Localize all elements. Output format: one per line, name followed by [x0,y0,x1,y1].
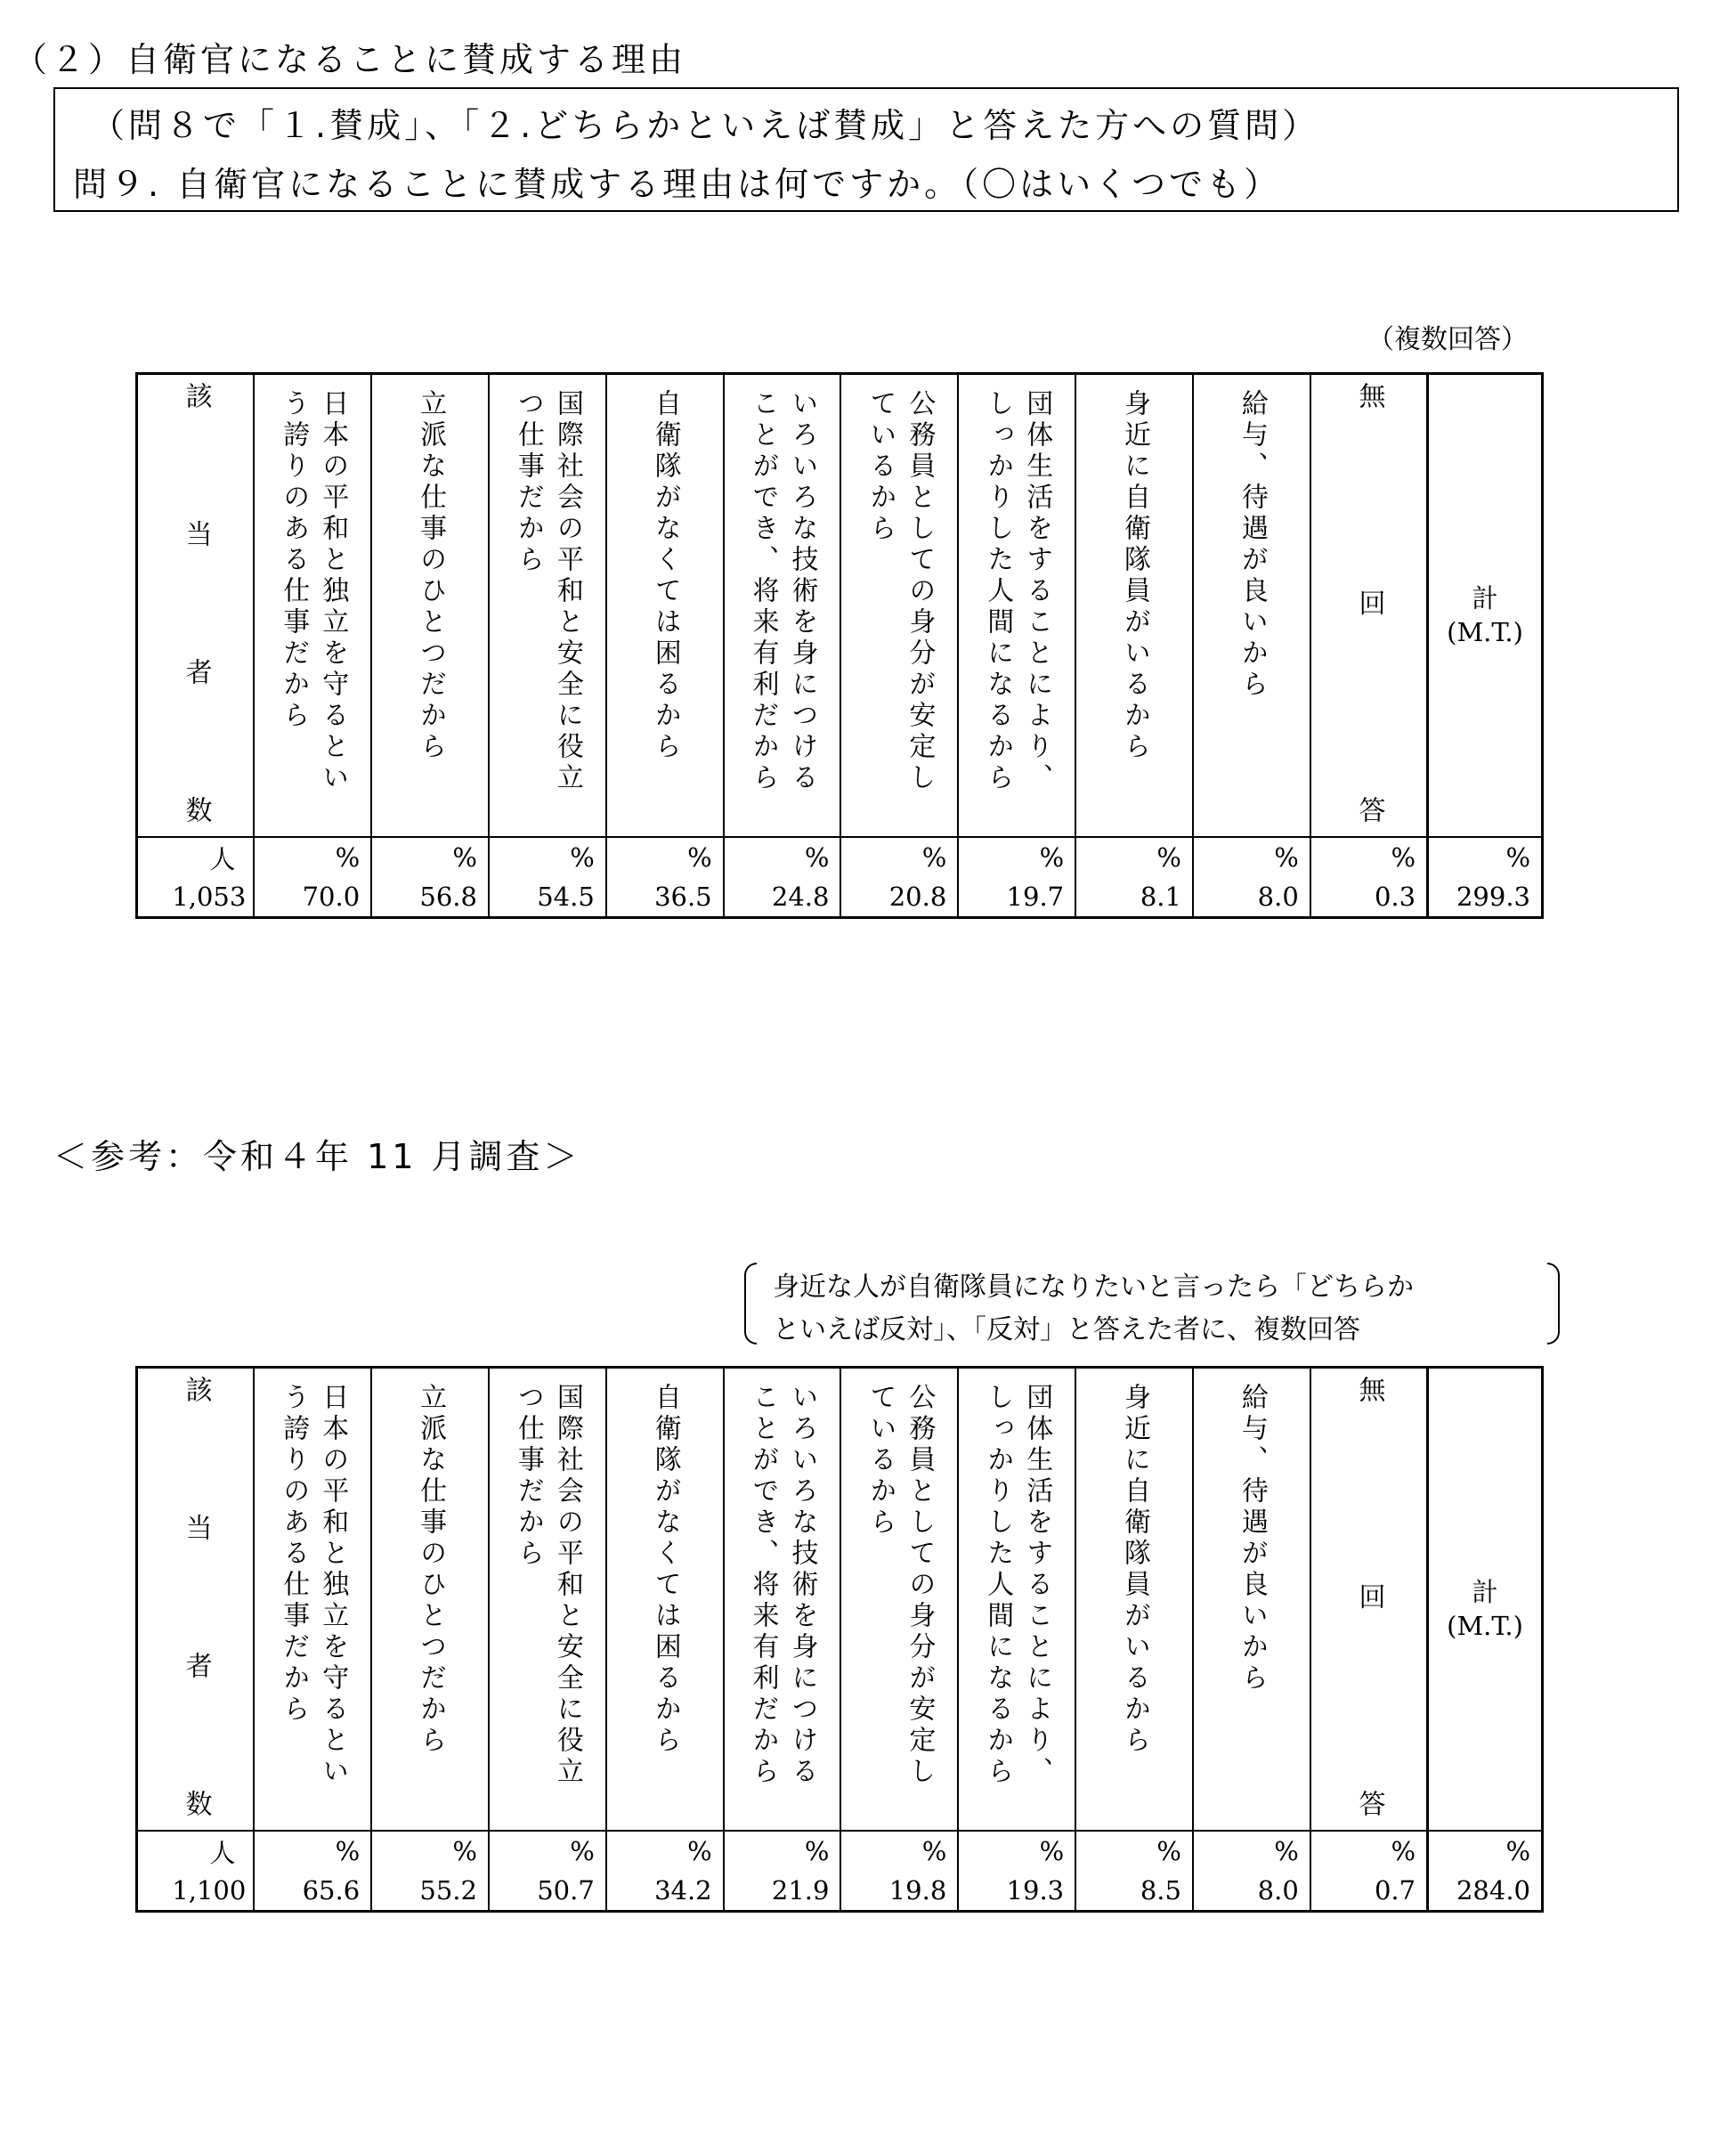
unit-percent: % [1310,1831,1428,1871]
value-row [137,1871,1543,1912]
header-cell [1075,1368,1193,1832]
header-count: 該当者数 [180,382,212,827]
header-item: 公務員としての身分が安定しているから [864,389,936,794]
unit-percent: % [840,1831,958,1871]
percent-value: 50.7 [489,1871,606,1912]
header-cell [1193,374,1310,838]
header-item: 立派な仕事のひとつだから [415,1383,447,1757]
unit-percent: % [1428,1831,1543,1871]
unit-percent: % [958,1831,1075,1871]
percent-value: 70.0 [254,877,371,918]
total-value: 284.0 [1428,1871,1543,1912]
reference-note-line2: といえば反対」、「反対」と答えた者に、複数回答 [773,1314,1360,1345]
header-cell [1193,1368,1310,1832]
unit-percent: % [371,1831,489,1871]
percent-value: 19.7 [958,877,1075,918]
percent-value: 8.5 [1075,1871,1193,1912]
header-item: 身近に自衛隊員がいるから [1119,1383,1151,1757]
question-box [53,87,1679,212]
header-cell [724,1368,841,1832]
header-row [137,1368,1543,1832]
header-cell [724,374,841,838]
unit-percent: % [606,1831,724,1871]
header-cell [489,1368,606,1832]
percent-value: 0.7 [1310,1871,1428,1912]
header-item: 自衛隊がなくては困るから [649,389,681,763]
reference-table [135,1366,1544,1913]
left-bracket [744,1263,757,1345]
percent-value: 24.8 [724,877,841,918]
percent-value: 54.5 [489,877,606,918]
percent-value: 0.3 [1310,877,1428,918]
header-cell [254,374,371,838]
header-cell [840,374,958,838]
header-cell [1075,374,1193,838]
header-cell [958,1368,1075,1832]
percent-value: 56.8 [371,877,489,918]
question-text: 問９. 自衛官になることに賛成する理由は何ですか。（〇はいくつでも） [73,165,1282,204]
unit-row [137,837,1543,877]
percent-value: 20.8 [840,877,958,918]
header-cell-total [1428,1368,1543,1832]
unit-percent: % [958,837,1075,877]
unit-percent: % [254,1831,371,1871]
right-bracket [1547,1263,1560,1345]
header-item: 日本の平和と独立を守るという誇りのある仕事だから [278,1383,349,1788]
percent-value: 36.5 [606,877,724,918]
unit-count: 人 [209,1837,236,1868]
header-row [137,374,1543,838]
header-total-label: 計 [1472,583,1498,613]
header-item: いろいろな技術を身につけることができ、将来有利だから [747,389,818,794]
percent-value: 34.2 [606,1871,724,1912]
header-cell [489,374,606,838]
header-cell [371,1368,489,1832]
unit-percent: % [1193,1831,1310,1871]
percent-value: 8.1 [1075,877,1193,918]
header-cell-count [137,374,255,838]
header-item: 団体生活をすることにより、しっかりした人間になるから [982,389,1053,794]
header-item: 日本の平和と独立を守るという誇りのある仕事だから [278,389,349,794]
question-context: （問８で「１.賛成」、「２.どちらかといえば賛成」と答えた方への質問） [91,106,1320,145]
header-item: 無回答 [1353,1376,1385,1821]
header-cell [254,1368,371,1832]
header-item: いろいろな技術を身につけることができ、将来有利だから [747,1383,818,1788]
header-item: 国際社会の平和と安全に役立つ仕事だから [512,389,583,794]
unit-percent: % [724,837,841,877]
header-cell [958,374,1075,838]
unit-percent: % [371,837,489,877]
unit-percent: % [1075,1831,1193,1871]
header-cell [1310,374,1428,838]
header-item: 給与、待遇が良いから [1236,1383,1268,1694]
header-item: 国際社会の平和と安全に役立つ仕事だから [512,1383,583,1788]
percent-value: 19.8 [840,1871,958,1912]
unit-percent: % [489,1831,606,1871]
header-item: 無回答 [1353,382,1385,827]
percent-value: 55.2 [371,1871,489,1912]
header-cell [371,374,489,838]
total-value: 299.3 [1428,877,1543,918]
header-total-sub: (M.T.) [1447,1611,1523,1641]
header-item: 自衛隊がなくては困るから [649,1383,681,1757]
percent-value: 8.0 [1193,1871,1310,1912]
unit-percent: % [1193,837,1310,877]
unit-percent: % [606,837,724,877]
percent-value: 65.6 [254,1871,371,1912]
percent-value: 8.0 [1193,877,1310,918]
unit-row [137,1831,1543,1871]
count-value: 1,053 [172,882,247,912]
header-total [1429,581,1541,649]
header-item: 給与、待遇が良いから [1236,389,1268,701]
multiple-answer-note: （複数回答） [1367,324,1528,355]
percent-value: 21.9 [724,1871,841,1912]
results-table [135,372,1544,919]
header-cell [1310,1368,1428,1832]
header-count: 該当者数 [180,1376,212,1821]
reference-title: ＜参考：令和４年 11 月調査＞ [53,1137,581,1176]
section-title: （２）自衛官になることに賛成する理由 [13,40,687,79]
header-total-label: 計 [1472,1577,1498,1607]
reference-note [744,1263,1560,1345]
unit-percent: % [489,837,606,877]
header-cell-total [1428,374,1543,838]
value-row [137,877,1543,918]
header-cell-count [137,1368,255,1832]
header-item: 身近に自衛隊員がいるから [1119,389,1151,763]
percent-value: 19.3 [958,1871,1075,1912]
header-total-sub: (M.T.) [1447,617,1523,647]
unit-percent: % [254,837,371,877]
header-cell [606,1368,724,1832]
header-total [1429,1575,1541,1643]
reference-note-line1: 身近な人が自衛隊員になりたいと言ったら「どちらか [773,1272,1414,1303]
header-item: 立派な仕事のひとつだから [415,389,447,763]
header-cell [606,374,724,838]
header-cell [840,1368,958,1832]
header-item: 公務員としての身分が安定しているから [864,1383,936,1788]
unit-percent: % [724,1831,841,1871]
unit-percent: % [840,837,958,877]
count-value: 1,100 [172,1875,247,1905]
unit-count: 人 [209,843,236,874]
header-item: 団体生活をすることにより、しっかりした人間になるから [982,1383,1053,1788]
unit-percent: % [1075,837,1193,877]
unit-percent: % [1428,837,1543,877]
unit-percent: % [1310,837,1428,877]
